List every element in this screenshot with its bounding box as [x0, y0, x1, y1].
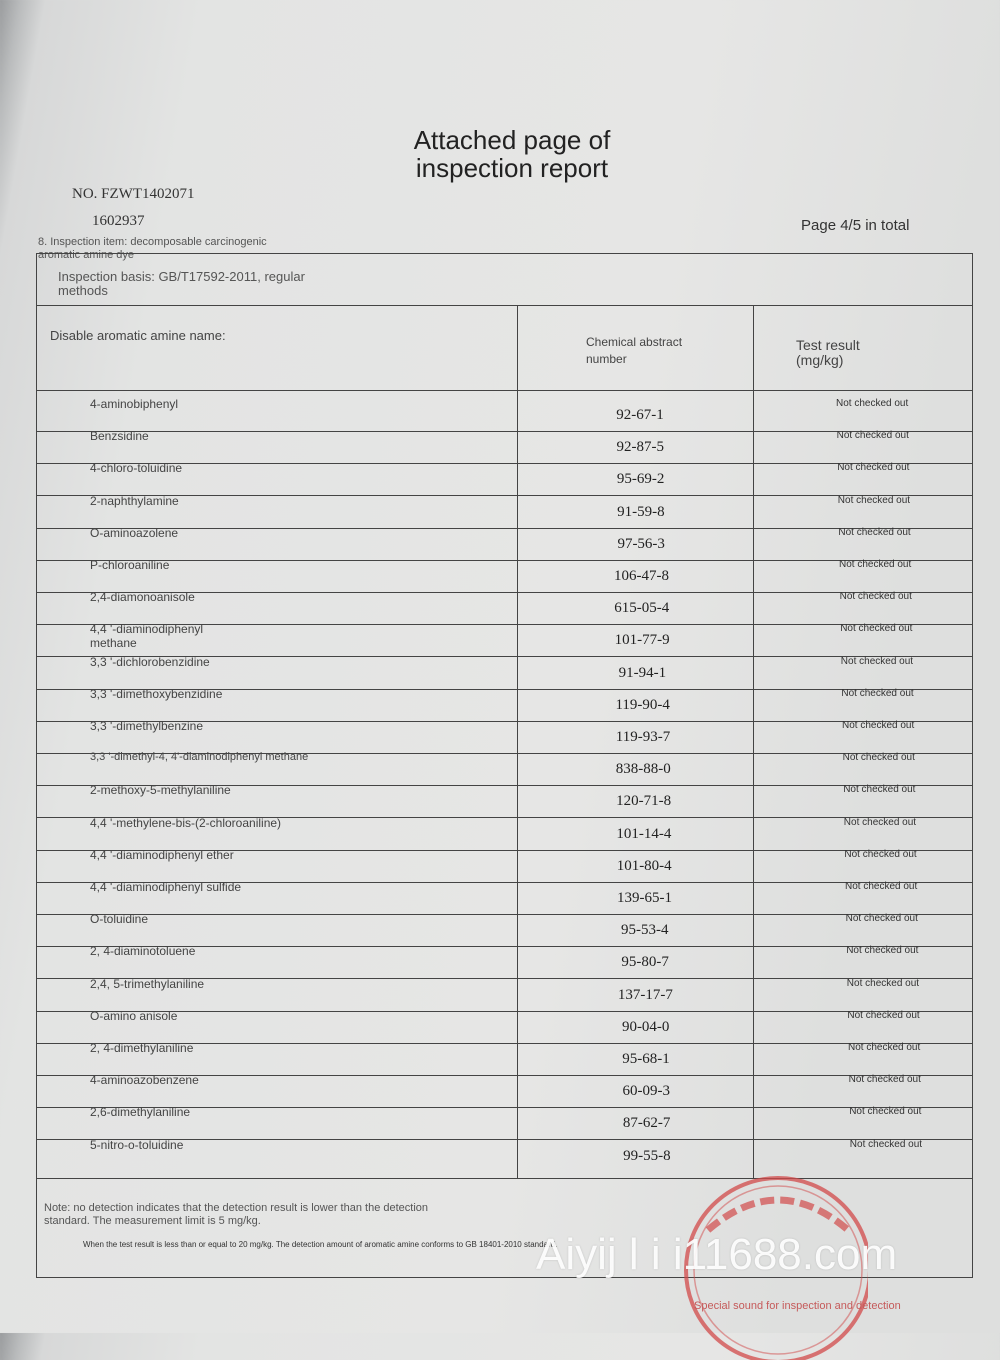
row-cas-number: 95-80-7: [621, 954, 669, 971]
footnote: Note: no detection indicates that the detection result is lower than the detection standard. The measurement limit is 5 mg/kg.: [44, 1202, 429, 1227]
row-amine-name: 2, 4-dimethylaniline: [90, 1041, 194, 1055]
header-divider: [36, 390, 973, 391]
row-amine-name: Benzsidine: [90, 429, 149, 444]
row-test-result: Not checked out: [849, 1138, 923, 1150]
row-cas-number: 120-71-8: [616, 793, 672, 810]
row-amine-name: 2, 4-diaminotoluene: [90, 944, 196, 959]
row-test-result: Not checked out: [849, 1106, 922, 1118]
row-test-result: Not checked out: [838, 526, 911, 538]
row-amine-name: 3,3 '-dimethoxybenzidine: [90, 686, 223, 701]
row-amine-name: 4,4 '-diaminodiphenyl ether: [90, 847, 234, 862]
footnote-standard: When the test result is less than or equal to 20 mg/kg. The detection amount of aromatic amine conforms to GB 18401-2010 standard.: [83, 1240, 558, 1249]
stamp-caption: Special sound for inspection and detection: [694, 1300, 901, 1312]
row-cas-number: 119-93-7: [615, 729, 671, 745]
row-cas-number: 91-59-8: [617, 503, 665, 520]
row-test-result: Not checked out: [847, 1009, 920, 1021]
row-test-result: Not checked out: [843, 816, 917, 828]
row-cas-number: 87-62-7: [622, 1115, 671, 1132]
row-test-result: Not checked out: [836, 398, 909, 409]
row-cas-number: 90-04-0: [621, 1018, 670, 1035]
row-amine-name: 4,4 '-diaminodiphenyl methane: [90, 622, 204, 651]
row-test-result: Not checked out: [845, 913, 918, 925]
row-cas-number: 60-09-3: [622, 1083, 671, 1100]
table-divider: [36, 305, 973, 306]
header-cas-number: Chemical abstract number: [586, 335, 683, 366]
row-amine-name: 4-chloro-toluidine: [90, 461, 183, 476]
report-number: NO. FZWT1402071: [72, 186, 195, 202]
row-cas-number: 101-77-9: [614, 632, 670, 649]
row-test-result: Not checked out: [840, 655, 914, 667]
row-amine-name: 2-methoxy-5-methylaniline: [90, 783, 231, 798]
row-amine-name: 2,4-diamonoanisole: [90, 590, 195, 605]
row-cas-number: 97-56-3: [617, 535, 665, 552]
row-amine-name: O-aminoazolene: [90, 525, 179, 540]
row-amine-name: 4-aminoazobenzene: [90, 1073, 199, 1088]
row-test-result: Not checked out: [837, 462, 910, 474]
row-amine-name: 4,4 '-methylene-bis-(2-chloroaniline): [90, 815, 282, 830]
row-test-result: Not checked out: [836, 430, 909, 442]
row-cas-number: 91-94-1: [618, 664, 667, 681]
row-amine-name: 3,3 '-dimethyl-4, 4'-diaminodiphenyl methane: [90, 751, 309, 764]
row-cas-number: 95-68-1: [622, 1051, 670, 1067]
inspection-item: 8. Inspection item: decomposable carcinogenic aromatic amine dye: [38, 236, 267, 261]
row-test-result: Not checked out: [840, 623, 913, 635]
row-amine-name: 4-aminobiphenyl: [90, 397, 179, 411]
row-cas-number: 137-17-7: [617, 986, 673, 1003]
row-test-result: Not checked out: [839, 591, 912, 603]
row-test-result: Not checked out: [841, 687, 914, 699]
report-number-2: 1602937: [92, 213, 145, 229]
row-test-result: Not checked out: [842, 752, 915, 764]
row-test-result: Not checked out: [837, 494, 911, 506]
row-cas-number: 615-05-4: [614, 600, 670, 617]
inspection-basis: Inspection basis: GB/T17592-2011, regular methods: [58, 269, 305, 298]
row-cas-number: 119-90-4: [615, 696, 670, 713]
row-cas-number: 92-67-1: [616, 407, 664, 423]
row-amine-name: 2-naphthylamine: [90, 493, 179, 508]
document-title: [0, 126, 1000, 182]
row-cas-number: 101-80-4: [616, 857, 672, 874]
row-test-result: Not checked out: [846, 977, 920, 989]
row-test-result: Not checked out: [845, 881, 918, 892]
watermark: Aiyij l i i11688.com: [536, 1230, 898, 1279]
row-test-result: Not checked out: [846, 945, 919, 957]
row-cas-number: 95-53-4: [621, 922, 669, 939]
row-test-result: Not checked out: [839, 559, 912, 570]
row-cas-number: 106-47-8: [614, 568, 669, 584]
title-line-1: Attached page of: [413, 125, 611, 155]
title-line-2: inspection report: [415, 153, 609, 183]
row-amine-name: 4,4 '-diaminodiphenyl sulfide: [90, 880, 242, 894]
row-test-result: Not checked out: [842, 720, 915, 731]
row-cas-number: 92-87-5: [616, 439, 665, 456]
row-test-result: Not checked out: [843, 784, 916, 796]
column-divider-1: [517, 305, 518, 1178]
row-amine-name: O-amino anisole: [90, 1008, 178, 1023]
header-amine-name: Disable aromatic amine name:: [50, 328, 226, 343]
row-amine-name: 2,6-dimethylaniline: [90, 1105, 191, 1120]
row-test-result: Not checked out: [848, 1074, 921, 1086]
row-cas-number: 838-88-0: [615, 761, 671, 778]
row-cas-number: 101-14-4: [616, 825, 672, 842]
row-amine-name: 3,3 '-dimethylbenzine: [90, 719, 204, 733]
row-amine-name: P-chloroaniline: [90, 558, 170, 572]
header-test-result: Test result (mg/kg): [796, 337, 860, 368]
row-test-result: Not checked out: [848, 1042, 921, 1053]
row-cas-number: 99-55-8: [623, 1147, 671, 1164]
row-amine-name: 3,3 '-dichlorobenzidine: [90, 654, 210, 669]
row-test-result: Not checked out: [844, 848, 917, 860]
page-indicator: Page 4/5 in total: [801, 217, 910, 234]
row-cas-number: 95-69-2: [616, 471, 665, 488]
row-cas-number: 139-65-1: [617, 890, 672, 906]
row-amine-name: 2,4, 5-trimethylaniline: [90, 976, 205, 991]
row-amine-name: O-toluidine: [90, 912, 149, 927]
row-amine-name: 5-nitro-o-toluidine: [90, 1137, 184, 1152]
